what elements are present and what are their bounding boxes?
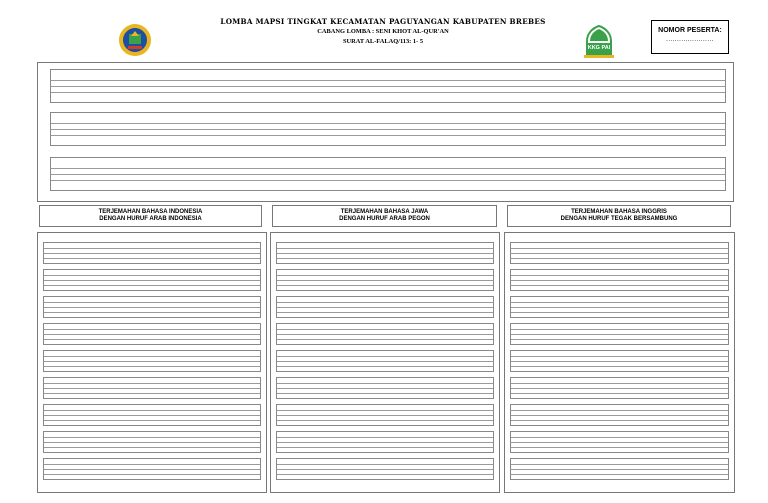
writing-line-group[interactable] bbox=[510, 377, 729, 399]
writing-line-group[interactable] bbox=[510, 296, 729, 318]
writing-line-group[interactable] bbox=[276, 350, 494, 372]
writing-line-group[interactable] bbox=[50, 112, 726, 146]
writing-line-group[interactable] bbox=[510, 323, 729, 345]
column-header-line1: TERJEMAHAN BAHASA JAWA bbox=[340, 209, 429, 215]
writing-line-group[interactable] bbox=[510, 458, 729, 480]
writing-line-group[interactable] bbox=[276, 242, 494, 264]
writing-line-group[interactable] bbox=[43, 242, 261, 264]
competition-branch: CABANG LOMBA : SENI KHOT AL-QUR'AN bbox=[317, 28, 449, 35]
participant-number-box bbox=[651, 20, 729, 54]
column-header-indonesia bbox=[39, 205, 262, 227]
writing-panel-indonesia bbox=[37, 232, 267, 493]
writing-line-group[interactable] bbox=[43, 269, 261, 291]
mosque-dome-icon bbox=[579, 25, 619, 59]
writing-line-group[interactable] bbox=[276, 296, 494, 318]
writing-panel-inggris bbox=[504, 232, 735, 493]
logo-text: KKG PAI bbox=[587, 45, 611, 51]
column-header-line2: DENGAN HURUF ARAB PEGON bbox=[339, 216, 430, 223]
document-header bbox=[0, 0, 768, 62]
column-header-line1: TERJEMAHAN BAHASA INDONESIA bbox=[98, 209, 203, 215]
emblem-icon bbox=[116, 22, 154, 58]
writing-line-group[interactable] bbox=[43, 431, 261, 453]
participant-number-blank[interactable]: ...................... bbox=[666, 37, 714, 43]
writing-line-group[interactable] bbox=[50, 69, 726, 103]
writing-line-group[interactable] bbox=[510, 269, 729, 291]
column-header-jawa bbox=[272, 205, 497, 227]
column-header-line1: TERJEMAHAN BAHASA INGGRIS bbox=[571, 209, 667, 215]
writing-line-group[interactable] bbox=[50, 157, 726, 191]
surah-reference: SURAT AL-FALAQ/113: 1- 5 bbox=[342, 38, 424, 45]
writing-line-group[interactable] bbox=[510, 350, 729, 372]
writing-line-group[interactable] bbox=[276, 458, 494, 480]
document-title: LOMBA MAPSI TINGKAT KECAMATAN PAGUYANGAN KABUPATEN BREBES bbox=[220, 17, 546, 26]
writing-panel-jawa bbox=[270, 232, 500, 493]
column-header-inggris bbox=[507, 205, 731, 227]
arabic-writing-panel bbox=[37, 62, 734, 202]
writing-line-group[interactable] bbox=[276, 404, 494, 426]
writing-line-group[interactable] bbox=[43, 296, 261, 318]
writing-line-group[interactable] bbox=[510, 431, 729, 453]
writing-line-group[interactable] bbox=[43, 323, 261, 345]
column-header-line2: DENGAN HURUF ARAB INDONESIA bbox=[99, 216, 202, 223]
writing-line-group[interactable] bbox=[276, 323, 494, 345]
writing-line-group[interactable] bbox=[43, 377, 261, 399]
participant-number-label: NOMOR PESERTA: bbox=[658, 27, 722, 34]
writing-line-group[interactable] bbox=[276, 269, 494, 291]
writing-line-group[interactable] bbox=[276, 431, 494, 453]
writing-line-group[interactable] bbox=[510, 242, 729, 264]
writing-line-group[interactable] bbox=[276, 377, 494, 399]
writing-line-group[interactable] bbox=[510, 404, 729, 426]
writing-line-group[interactable] bbox=[43, 404, 261, 426]
writing-line-group[interactable] bbox=[43, 458, 261, 480]
writing-line-group[interactable] bbox=[43, 350, 261, 372]
column-header-line2: DENGAN HURUF TEGAK BERSAMBUNG bbox=[560, 216, 678, 223]
